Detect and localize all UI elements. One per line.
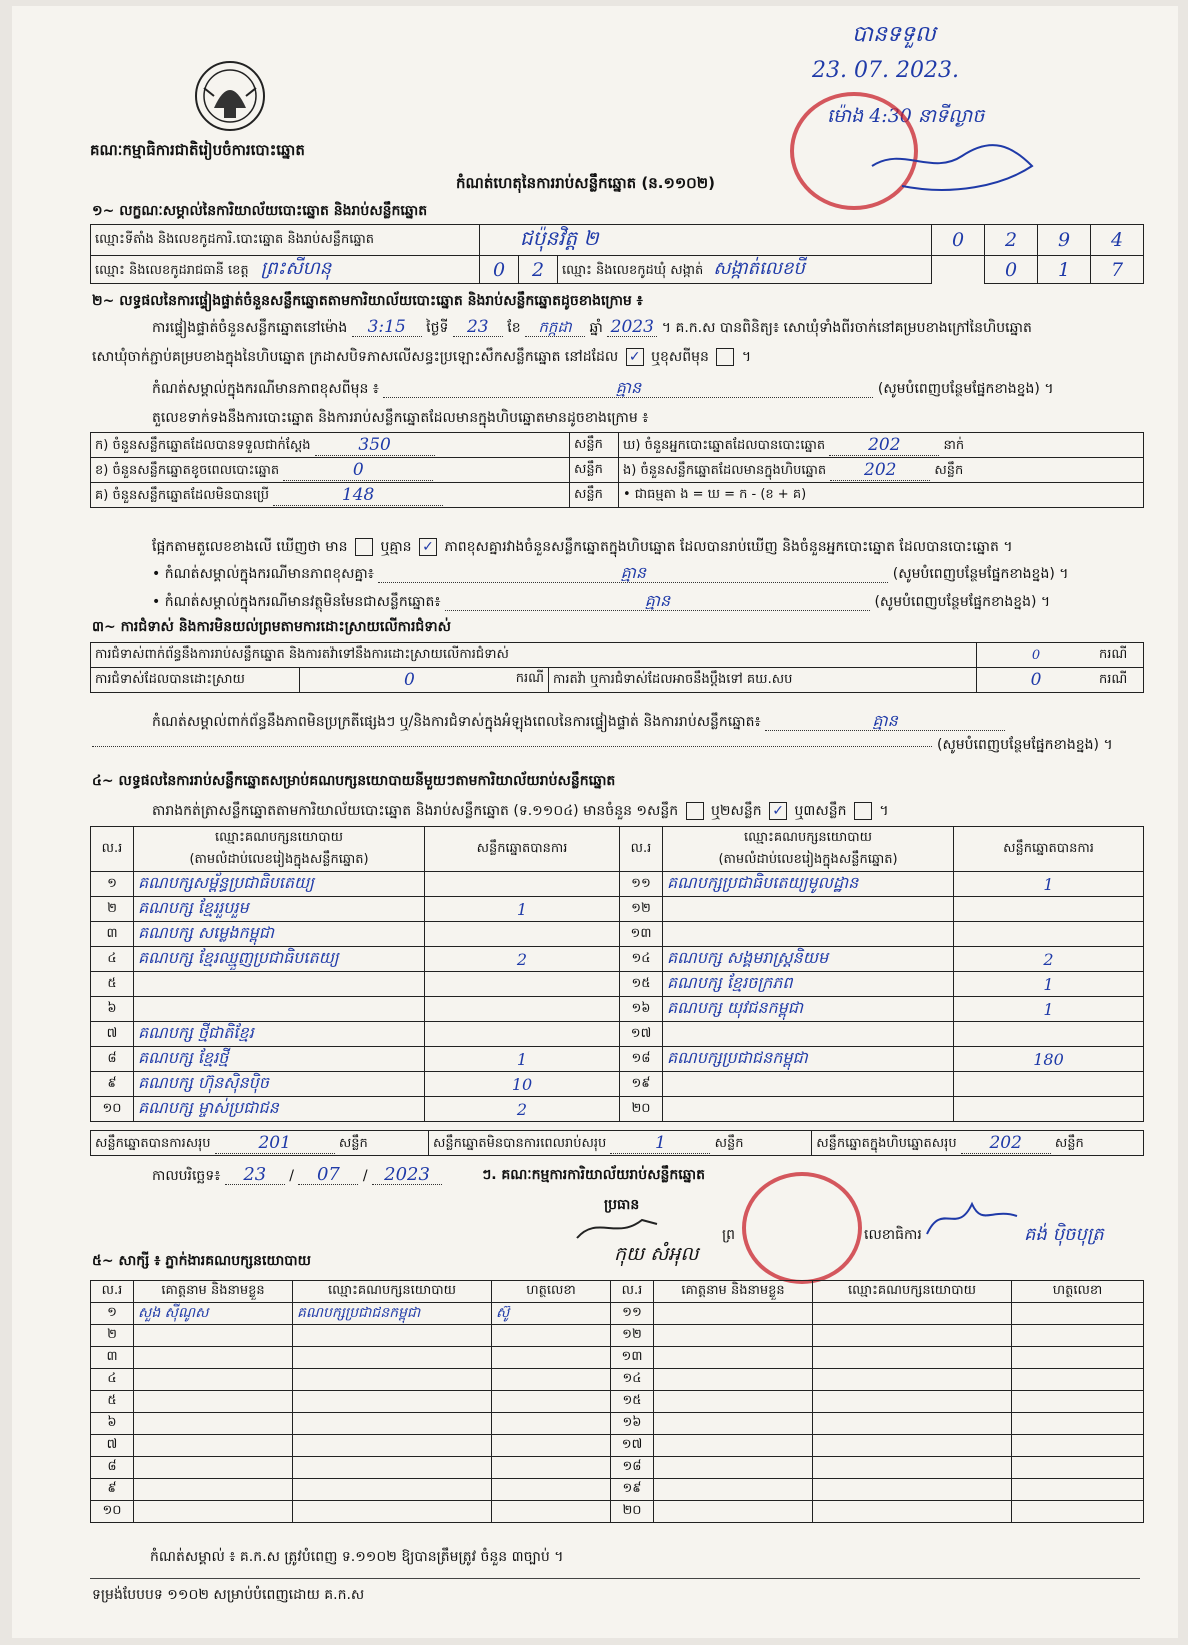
section3-title: ៣~ ការជំទាស់ និងការមិនយល់ព្រមតាមការដោះស្រាយលើការជំទាស់	[92, 619, 451, 635]
witness-name	[134, 1325, 293, 1347]
appeal-count: 0	[977, 668, 1096, 693]
witness-name	[134, 1391, 293, 1413]
witness-name	[134, 1501, 293, 1523]
location-code-digit: 0	[932, 225, 985, 256]
witness-party	[293, 1479, 492, 1501]
witness-name	[134, 1347, 293, 1369]
witness-signature	[1012, 1303, 1144, 1325]
party-name	[663, 1072, 954, 1097]
party-name: គណបក្ស ខ្មែរឈ្មួញប្រជាធិបតេយ្យ	[134, 947, 425, 972]
vote-count: 2	[425, 947, 620, 972]
party-name: គណបក្ស សម្លេងកម្ពុជា	[134, 922, 425, 947]
figure-row: ឃ) ចំនួនអ្នកបោះឆ្នោតដែលបានបោះឆ្នោត 202 នាក់	[619, 433, 1144, 458]
witness-name	[134, 1457, 293, 1479]
row-number: ១៤	[620, 947, 663, 972]
verify-time: 3:15	[352, 318, 422, 337]
table-row	[91, 972, 1144, 997]
resolved-cell: 0 ករណី	[300, 668, 549, 693]
witness-name	[654, 1347, 813, 1369]
party-name: គណបក្ស យុវជនកម្ពុជា	[663, 997, 954, 1022]
table-row	[91, 1501, 1144, 1523]
vote-count	[425, 972, 620, 997]
witness-name	[654, 1369, 813, 1391]
row-number: ១២	[611, 1325, 654, 1347]
totals-table	[90, 1130, 1144, 1156]
row-number: ១៣	[611, 1347, 654, 1369]
member-label: ព្រ	[722, 1227, 736, 1243]
changed-checkbox[interactable]	[716, 348, 734, 366]
witness-party	[813, 1413, 1012, 1435]
vote-count	[954, 1072, 1144, 1097]
witness-signature: ស៊ូ	[492, 1303, 611, 1325]
row-number: ២	[91, 1325, 134, 1347]
secretary-signature	[922, 1196, 1022, 1240]
table-row	[91, 997, 1144, 1022]
witness-signature	[1012, 1369, 1144, 1391]
witness-party	[293, 1369, 492, 1391]
vote-count: 1	[954, 997, 1144, 1022]
witness-party	[813, 1303, 1012, 1325]
has-difference-checkbox[interactable]	[355, 538, 373, 556]
same-checkbox[interactable]: ✓	[626, 348, 644, 366]
witness-party	[293, 1457, 492, 1479]
party-name	[663, 897, 954, 922]
signature-top	[862, 126, 1062, 206]
vote-count: 1	[954, 972, 1144, 997]
witness-name	[654, 1435, 813, 1457]
row-number: ១០	[91, 1097, 134, 1122]
province-code-digit: 0	[480, 256, 519, 284]
witness-party	[293, 1325, 492, 1347]
row-number: ១៩	[611, 1479, 654, 1501]
table-row	[91, 1325, 1144, 1347]
one-sheet-checkbox[interactable]	[686, 802, 704, 820]
witness-party	[293, 1435, 492, 1457]
table-row	[91, 922, 1144, 947]
witness-signature	[492, 1435, 611, 1457]
witness-signature	[1012, 1435, 1144, 1457]
row-number: ១៦	[611, 1413, 654, 1435]
verify-day: 23	[453, 318, 503, 337]
witness-signature	[492, 1501, 611, 1523]
section1-title: ១~ លក្ខណៈសម្គាល់នៃការិយាល័យបោះឆ្នោត និងរាប់សន្លឹកឆ្នោត	[92, 203, 428, 219]
date-line: កាលបរិច្ឆេទ៖ 23 / 07 / 2023	[152, 1166, 442, 1185]
table-row	[91, 947, 1144, 972]
row-number: ២	[91, 897, 134, 922]
witness-party	[813, 1435, 1012, 1457]
bullet-note-1: • កំណត់សម្គាល់ក្នុងករណីមានភាពខុសគ្នា៖ គ្មាន (សូមបំពេញបន្ថែមផ្នែកខាងខ្នង) ។	[152, 563, 1069, 582]
seal-line: សោឃុំចាក់ភ្ជាប់គម្របខាងក្នុងនៃហិបឆ្នោត ក្រដាសបិទភាសលើសន្ធះប្រឡោះសឹកសន្លឹកឆ្នោត នៅដដែល ✓ ឬខុសពីមុន ។	[92, 349, 752, 365]
witness-party	[813, 1391, 1012, 1413]
location-label: ឈ្មោះទីតាំង និងលេខកូដការិ.បោះឆ្នោត និងរាប់សន្លឹកឆ្នោត	[91, 225, 480, 256]
objection-table: ការជំទាស់ពាក់ព័ន្ធនឹងការរាប់សន្លឹកឆ្នោត និងការតវ៉ាទៅនឹងការដោះស្រាយលើការជំទាស់ 0 ករណី ការជំទាស់ដែលបានដោះស្រាយ 0 ករណី ការតវ៉ា ឬការជំទាស់ដែលអាចនឹងប្តឹងទៅ គឃ.សប 0 ករណី	[90, 642, 1144, 693]
received-note: បានទទួល	[852, 22, 936, 47]
form-footer: ទម្រង់បែបបទ ១១០២ សម្រាប់បំពេញដោយ គ.ក.ស	[92, 1587, 365, 1603]
compare-line: ផ្អែកតាមតួលេខខាងលើ ឃើញថា មាន ឬគ្មាន ✓ ភាពខុសគ្នារវាងចំនួនសន្លឹកឆ្នោតក្នុងហិបឆ្នោត ដែលបានរាប់ឃើញ និងចំនួនអ្នកបោះឆ្នោត ដែលបានបោះឆ្នោត ។	[152, 539, 1013, 555]
row-number: ១០	[91, 1501, 134, 1523]
figure-row: គ) ចំនួនសន្លឹកឆ្នោតដែលមិនបានប្រើ 148	[91, 483, 570, 508]
witness-signature	[1012, 1413, 1144, 1435]
party-name	[663, 1097, 954, 1122]
section5-title: ៥~ សាក្សី ៖ ភ្នាក់ងារគណបក្សនយោបាយ	[92, 1253, 311, 1269]
bullet-note-2: • កំណត់សម្គាល់ក្នុងករណីមានវត្ថុមិនមែនជាសន្លឹកឆ្នោត៖ គ្មាន (សូមបំពេញបន្ថែមផ្នែកខាងខ្នង) ។	[152, 591, 1051, 610]
row-number: ១២	[620, 897, 663, 922]
table-row	[91, 1413, 1144, 1435]
row-number: ៦	[91, 997, 134, 1022]
row-number: ៥	[91, 1391, 134, 1413]
row-number: ១៩	[620, 1072, 663, 1097]
witness-party: គណបក្សប្រជាជនកម្ពុជា	[293, 1303, 492, 1325]
committee-label: ៗ. គណៈកម្មការការិយាល័យរាប់សន្លឹកឆ្នោត	[482, 1167, 705, 1183]
vote-count: 1	[425, 1047, 620, 1072]
province-value: ព្រះសីហនុ	[260, 258, 332, 279]
row-number: ១៥	[611, 1391, 654, 1413]
section2-title: ២~ លទ្ធផលនៃការផ្ទៀងផ្ទាត់ចំនួនសន្លឹកឆ្នោតតាមការិយាល័យបោះឆ្នោត និងរាប់សន្លឹកឆ្នោតដូចខាងក្រោម ៖	[92, 293, 643, 309]
party-name	[663, 922, 954, 947]
witness-party	[293, 1501, 492, 1523]
divider	[90, 1578, 1140, 1579]
witness-signature	[1012, 1347, 1144, 1369]
row-number: ៨	[91, 1457, 134, 1479]
document-page	[12, 6, 1178, 1638]
chair-label: ប្រធាន	[604, 1197, 640, 1213]
figure-row: ក) ចំនួនសន្លឹកឆ្នោតដែលបានទទួលជាក់ស្តែង 350	[91, 433, 570, 458]
figure-row: ខ) ចំនួនសន្លឹកឆ្នោតខូចពេលបោះឆ្នោត 0	[91, 458, 570, 483]
row-number: ៩	[91, 1072, 134, 1097]
row-number: ១៧	[611, 1435, 654, 1457]
row-number: ១៤	[611, 1369, 654, 1391]
row-number: ៧	[91, 1022, 134, 1047]
row-number: ៨	[91, 1047, 134, 1072]
commune-label: ឈ្មោះ និងលេខកូដឃុំ សង្កាត់ សង្កាត់លេខបី	[558, 256, 932, 284]
row-number: ១១	[620, 872, 663, 897]
party-name: គណបក្ស ខ្មែរចក្រភព	[663, 972, 954, 997]
dotted-line	[92, 746, 932, 747]
received-time: ម៉ោង 4:30 នាទីល្ងាច	[827, 105, 985, 127]
appeal-label: ការតវ៉ា ឬការជំទាស់ដែលអាចនឹងប្តឹងទៅ គឃ.សប	[549, 668, 977, 693]
row-number: ២០	[620, 1097, 663, 1122]
total-box: សន្លឹកឆ្នោតក្នុងហិបឆ្នោតសរុប 202 សន្លឹក	[812, 1131, 1144, 1156]
witness-name	[654, 1457, 813, 1479]
objection-count: 0	[977, 643, 1096, 668]
location-code-digit: 2	[985, 225, 1038, 256]
vote-count: 2	[425, 1097, 620, 1122]
witness-party	[813, 1325, 1012, 1347]
objection-label: ការជំទាស់ពាក់ព័ន្ធនឹងការរាប់សន្លឹកឆ្នោត និងការតវ៉ាទៅនឹងការដោះស្រាយលើការជំទាស់	[91, 643, 977, 668]
vote-count	[954, 922, 1144, 947]
witness-name	[134, 1479, 293, 1501]
row-number: ២០	[611, 1501, 654, 1523]
vote-count	[954, 897, 1144, 922]
formula-note: • ជាធម្មតា ង = ឃ = ក - (ខ + គ)	[619, 483, 1144, 508]
commune-code-digit: 7	[1091, 256, 1144, 284]
witness-party	[813, 1347, 1012, 1369]
verify-year: 2023	[607, 318, 657, 337]
table-row	[91, 1097, 1144, 1122]
witness-name	[654, 1413, 813, 1435]
vote-count: 180	[954, 1047, 1144, 1072]
table-row	[91, 1391, 1144, 1413]
witness-party	[293, 1413, 492, 1435]
vote-count	[425, 1022, 620, 1047]
table-row	[91, 1022, 1144, 1047]
row-number: ៣	[91, 922, 134, 947]
nec-emblem-icon	[184, 58, 276, 138]
fill-note: (សូមបំពេញបន្ថែមផ្នែកខាងខ្នង) ។	[937, 737, 1113, 753]
province-code-digit: 2	[519, 256, 558, 284]
committee-name: គណៈកម្មាធិការជាតិរៀបចំការបោះឆ្នោត	[90, 141, 305, 159]
form-title: កំណត់ហេតុនៃការរាប់សន្លឹកឆ្នោត (ន.១១០២)	[456, 174, 716, 192]
witness-signature	[1012, 1501, 1144, 1523]
footnote: កំណត់សម្គាល់ ៖ គ.ក.ស ត្រូវបំពេញ ទ.១១០២ ឱ្យបានត្រឹមត្រូវ ចំនួន ៣ច្បាប់ ។	[150, 1549, 564, 1565]
witness-signature	[492, 1369, 611, 1391]
party-name: គណបក្ស ម្ចាស់ប្រជាជន	[134, 1097, 425, 1122]
row-number: ១៧	[620, 1022, 663, 1047]
location-code-digit: 4	[1091, 225, 1144, 256]
witness-name	[134, 1413, 293, 1435]
witness-signature	[492, 1457, 611, 1479]
location-value: ជប៉ុនវិត្ត ២	[480, 225, 932, 256]
witness-party	[813, 1369, 1012, 1391]
witness-party	[293, 1347, 492, 1369]
section4-title: ៤~ លទ្ធផលនៃការរាប់សន្លឹកឆ្នោតសម្រាប់គណបក្សនយោបាយនីមួយៗតាមការិយាល័យរាប់សន្លឹកឆ្នោត	[92, 773, 616, 789]
witness-name: សួង ស៊ីណូស	[134, 1303, 293, 1325]
row-number: ៤	[91, 1369, 134, 1391]
three-sheet-checkbox[interactable]	[854, 802, 872, 820]
vote-count: 10	[425, 1072, 620, 1097]
party-name: គណបក្ស ថ្មីជាតិខ្មែរ	[134, 1022, 425, 1047]
witness-signature	[492, 1479, 611, 1501]
vote-count: 1	[954, 872, 1144, 897]
row-number: ១៨	[611, 1457, 654, 1479]
table-row	[91, 1072, 1144, 1097]
resolved-label: ការជំទាស់ដែលបានដោះស្រាយ	[91, 668, 300, 693]
row-number: ៣	[91, 1347, 134, 1369]
witness-name	[654, 1391, 813, 1413]
location-code-digit: 9	[1038, 225, 1091, 256]
witness-name	[654, 1479, 813, 1501]
witness-name	[134, 1435, 293, 1457]
total-valid: សន្លឹកឆ្នោតបានការសរុប 201 សន្លឹក	[91, 1131, 429, 1156]
table-row	[91, 1303, 1144, 1325]
party-name: គណបក្សប្រជាធិបតេយ្យមូលដ្ឋាន	[663, 872, 954, 897]
witness-table: ល.រ គោត្តនាម និងនាមខ្លួន ឈ្មោះគណបក្សនយោបាយ ហត្ថលេខា ល.រ គោត្តនាម និងនាមខ្លួន ឈ្មោះគណបក្សនយោបាយ ហត្ថលេខា ១ សួង ស៊ីណូស គណបក្សប្រជាជនកម្ពុជា ស៊ូ ១១ ២ ១២ ៣ ១៣ ៤ ១៤ ៥ ១៥ ៦ ១៦ ៧ ១៧ ៨ ១៨ ៩ ១៩ ១០ ២០	[90, 1280, 1144, 1523]
table-row	[91, 1047, 1144, 1072]
row-number: ៧	[91, 1435, 134, 1457]
figures-intro: តួលេខទាក់ទងនឹងការបោះឆ្នោត និងការរាប់សន្លឹកឆ្នោតដែលមានក្នុងហិបឆ្នោតមានដូចខាងក្រោម ៖	[152, 410, 649, 426]
no-difference-checkbox[interactable]: ✓	[419, 538, 437, 556]
table-row	[91, 1435, 1144, 1457]
row-number: ១៥	[620, 972, 663, 997]
row-number: ៩	[91, 1479, 134, 1501]
witness-signature	[492, 1347, 611, 1369]
row-number: ១	[91, 1303, 134, 1325]
party-name: គណបក្ស ខ្មែររួបរួម	[134, 897, 425, 922]
verify-month: កក្កដា	[525, 318, 585, 337]
witness-name	[134, 1369, 293, 1391]
table-row	[91, 872, 1144, 897]
witness-signature	[492, 1413, 611, 1435]
row-number: ១១	[611, 1303, 654, 1325]
commune-code-digit: 0	[985, 256, 1038, 284]
party-name: គណបក្សសម្ព័ន្ធប្រជាធិបតេយ្យ	[134, 872, 425, 897]
chair-signature	[572, 1210, 662, 1244]
witness-signature	[1012, 1479, 1144, 1501]
party-name: គណបក្ស សង្គមរាស្ត្រនិយម	[663, 947, 954, 972]
irregularity-note: កំណត់សម្គាល់ពាក់ព័ន្ធនឹងភាពមិនប្រក្រតីផ្សេងៗ ឬ/និងការជំទាស់ក្នុងអំឡុងពេលនៃការផ្ទៀងផ្ទាត់ និងការរាប់សន្លឹកឆ្នោត៖ គ្មាន	[152, 712, 1142, 731]
row-number: ១៨	[620, 1047, 663, 1072]
official-stamp	[742, 1172, 862, 1284]
party-name: គណបក្ស ខ្មែរថ្មី	[134, 1047, 425, 1072]
vote-count	[425, 872, 620, 897]
commune-value: សង្កាត់លេខបី	[713, 258, 805, 279]
witness-name	[654, 1325, 813, 1347]
row-number: ៥	[91, 972, 134, 997]
vote-count	[425, 997, 620, 1022]
secretary-label: លេខាធិការ	[864, 1227, 922, 1243]
total-invalid: សន្លឹកឆ្នោតមិនបានការពេលរាប់សរុប 1 សន្លឹក	[428, 1131, 811, 1156]
table-row	[91, 1479, 1144, 1501]
vote-count: 2	[954, 947, 1144, 972]
witness-name	[654, 1501, 813, 1523]
chair-name: កុយ សំអុល	[614, 1243, 699, 1265]
party-name	[134, 972, 425, 997]
witness-signature	[1012, 1391, 1144, 1413]
party-name: គណបក្សប្រជាជនកម្ពុជា	[663, 1047, 954, 1072]
row-number: ១៦	[620, 997, 663, 1022]
figures-table: ក) ចំនួនសន្លឹកឆ្នោតដែលបានទទួលជាក់ស្តែង 350 សន្លឹក ឃ) ចំនួនអ្នកបោះឆ្នោតដែលបានបោះឆ្នោត 202 នាក់ ខ) ចំនួនសន្លឹកឆ្នោតខូចពេលបោះឆ្នោត 0 សន្លឹក ង) ចំនួនសន្លឹកឆ្នោតដែលមានក្នុងហិបឆ្នោត 202 សន្លឹក គ) ចំនួនសន្លឹកឆ្នោតដែលមិនបានប្រើ 148 សន្លឹក • ជាធម្មតា ង = ឃ = ក - (ខ + គ)	[90, 432, 1144, 508]
table-row	[91, 897, 1144, 922]
witness-party	[813, 1501, 1012, 1523]
row-number: ៤	[91, 947, 134, 972]
vote-count: 1	[425, 897, 620, 922]
secretary-name: គង់ ប៉ិចបុត្រ	[1024, 1224, 1104, 1245]
table-row	[91, 1347, 1144, 1369]
commune-code-digit: 1	[1038, 256, 1091, 284]
row-number: ៦	[91, 1413, 134, 1435]
table-row	[91, 1369, 1144, 1391]
witness-signature	[1012, 1457, 1144, 1479]
party-name	[663, 1022, 954, 1047]
witness-signature	[492, 1325, 611, 1347]
row-number: ១៣	[620, 922, 663, 947]
figure-row: ង) ចំនួនសន្លឹកឆ្នោតដែលមានក្នុងហិបឆ្នោត 202 សន្លឹក	[619, 458, 1144, 483]
verify-line: ការផ្ទៀងផ្ទាត់ចំនួនសន្លឹកឆ្នោតនៅម៉ោង 3:15 ថ្ងៃទី 23 ខែ កក្កដា ឆ្នាំ 2023 ។ គ.ក.ស បានពិនិត្យ៖ សោឃុំទាំងពីរចាក់នៅគម្របខាងក្រៅនៃហិបឆ្នោត	[152, 317, 1032, 337]
vote-count	[954, 1097, 1144, 1122]
table-row	[91, 1457, 1144, 1479]
section1-table	[90, 224, 1144, 284]
row-number: ១	[91, 872, 134, 897]
province-label: ឈ្មោះ និងលេខកូដរាជធានី ខេត្ត ព្រះសីហនុ	[91, 256, 480, 284]
witness-name	[654, 1303, 813, 1325]
witness-signature	[1012, 1325, 1144, 1347]
vote-count	[425, 922, 620, 947]
vote-count	[954, 1022, 1144, 1047]
difference-note: កំណត់សម្គាល់ក្នុងករណីមានភាពខុសពីមុន ៖ គ្មាន (សូមបំពេញបន្ថែមផ្នែកខាងខ្នង) ។	[152, 378, 1054, 397]
two-sheet-checkbox[interactable]: ✓	[769, 802, 787, 820]
witness-party	[813, 1479, 1012, 1501]
witness-signature	[492, 1391, 611, 1413]
witness-party	[813, 1457, 1012, 1479]
party-name: គណបក្ស ហ៊ុនស៊ិនប៉ិច	[134, 1072, 425, 1097]
party-name	[134, 997, 425, 1022]
received-date: 23. 07. 2023.	[812, 58, 959, 83]
tally-sheet-line: តារាងកត់ត្រាសន្លឹកឆ្នោតតាមការិយាល័យបោះឆ្នោត និងរាប់សន្លឹកឆ្នោត (ទ.១១០៤) មានចំនួន ១សន្លឹក ឬ២សន្លឹក ✓ ឬ៣សន្លឹក ។	[152, 803, 889, 819]
witness-party	[293, 1391, 492, 1413]
difference-note-value: គ្មាន	[383, 379, 873, 398]
results-table: ល.រ ឈ្មោះគណបក្សនយោបាយ សន្លឹកឆ្នោតបានការ ល.រ ឈ្មោះគណបក្សនយោបាយ សន្លឹកឆ្នោតបានការ (តាមលំដាប់លេខរៀងក្នុងសន្លឹកឆ្នោត) (តាមលំដាប់លេខរៀងក្នុងសន្លឹកឆ្នោត) ១ គណបក្សសម្ព័ន្ធប្រជាធិបតេយ្យ ១១ គណបក្សប្រជាធិបតេយ្យមូលដ្ឋាន 1 ២ គណបក្ស ខ្មែររួបរួម 1 ១២ ៣ គណបក្ស សម្លេងកម្ពុជា ១៣ ៤ គណបក្ស ខ្មែរឈ្មួញប្រជាធិបតេយ្យ 2 ១៤ គណបក្ស សង្គមរាស្ត្រនិយម 2 ៥ ១៥ គណបក្ស ខ្មែរចក្រភព 1 ៦ ១៦ គណបក្ស យុវជនកម្ពុជា 1 ៧ គណបក្ស ថ្មីជាតិខ្មែរ ១៧ ៨ គណបក្ស ខ្មែរថ្មី 1 ១៨ គណបក្សប្រជាជនកម្ពុជា 180 ៩ គណបក្ស ហ៊ុនស៊ិនប៉ិច 10 ១៩ ១០ គណបក្ស ម្ចាស់ប្រជាជន 2 ២០	[90, 826, 1144, 1122]
